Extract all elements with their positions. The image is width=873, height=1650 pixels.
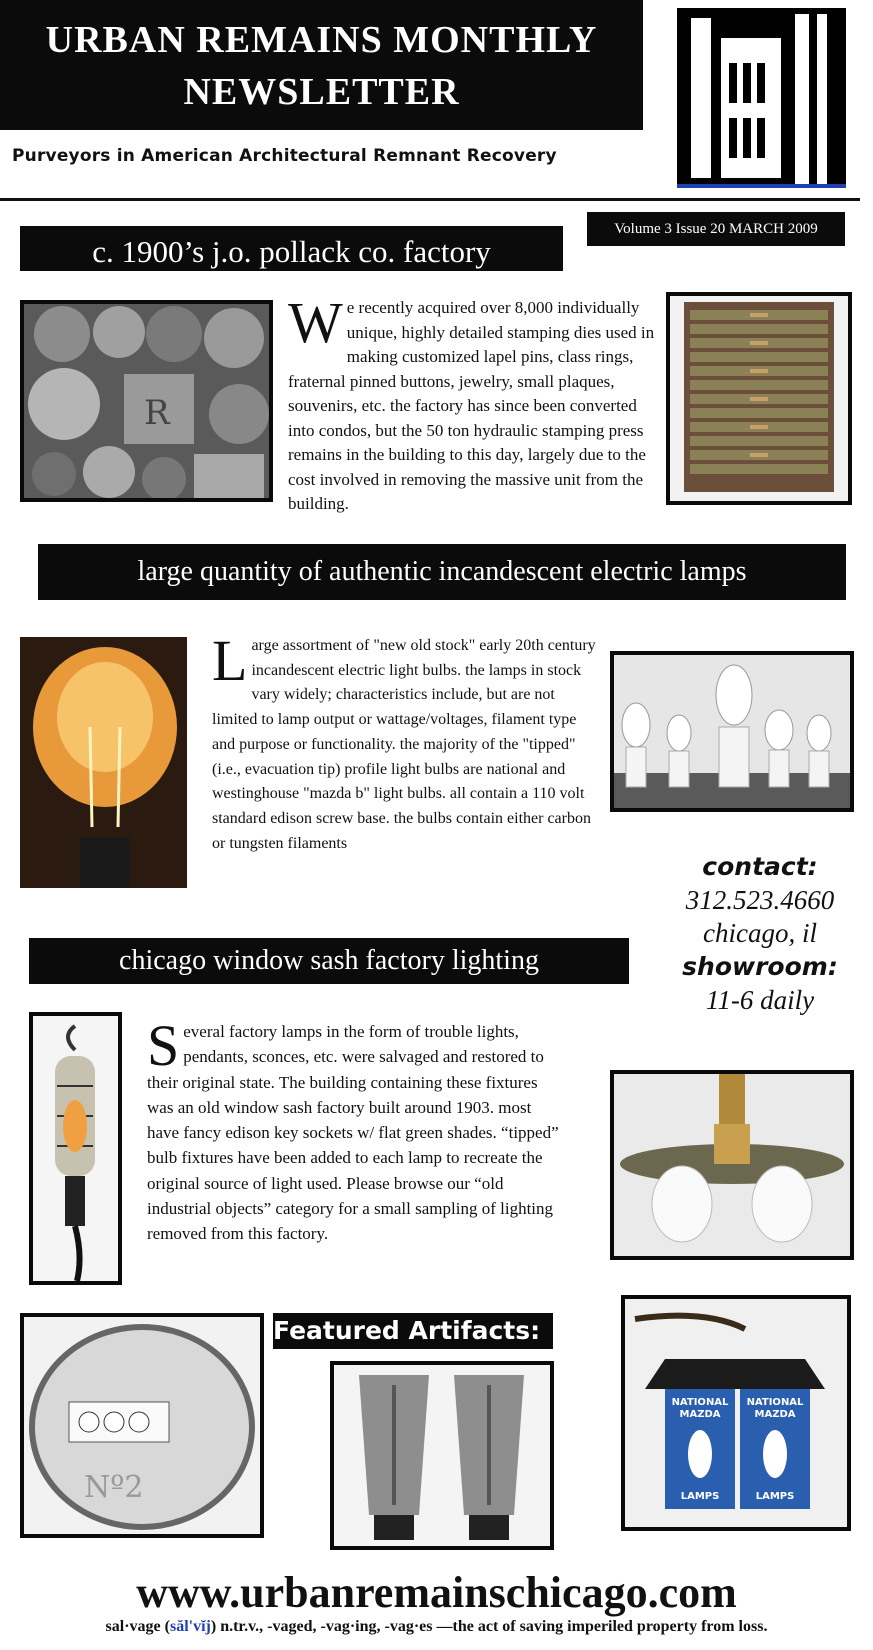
electric-meter-image <box>20 1313 264 1538</box>
issue-info: Volume 3 Issue 20 MARCH 2009 <box>587 212 845 246</box>
section-heading-sash: chicago window sash factory lighting <box>29 938 629 984</box>
website-url[interactable]: www.urbanremainschicago.com <box>136 1568 737 1617</box>
pronunciation: săl'vĭj <box>169 1618 211 1635</box>
contact-label: contact: <box>702 852 818 881</box>
dropcap-w: W <box>288 290 343 355</box>
featured-heading: Featured Artifacts: <box>273 1313 553 1349</box>
building-logo-image <box>677 8 846 188</box>
trouble-light-image <box>29 1012 122 1285</box>
newsletter-title: URBAN REMAINS MONTHLY NEWSLETTER <box>0 0 643 130</box>
pendant-light-image <box>610 1070 854 1260</box>
contact-city: chicago, il <box>703 918 817 948</box>
section-text-pollack: We recently acquired over 8,000 individually unique, highly detailed stamping dies used in making customized lapel pins, class rings, fraternal pinned buttons, jewelry, small plaques, souvenirs, etc. the factory has since been converted into condos, but the 50 ton hydraulic stamping press remains in the building to this day, largely due to the cost involved in removing the massive unit from the building. <box>288 290 655 513</box>
sign-line3-left: LAMPS <box>680 1491 720 1502</box>
section-heading-pollack: c. 1900’s j.o. pollack co. factory <box>20 226 563 271</box>
sign-line3-right: LAMPS <box>755 1491 795 1502</box>
svg-text:R: R <box>144 393 170 433</box>
section-heading-lamps: large quantity of authentic incandescent electric lamps <box>38 544 846 600</box>
sign-line2-left: MAZDA <box>679 1409 721 1420</box>
bulb-collection-image <box>610 651 854 812</box>
contact-phone: 312.523.4660 <box>685 885 835 915</box>
header-divider <box>0 198 860 201</box>
salvage-definition: sal·vage (săl'vĭj) n.tr.v., -vaged, -vag·ing, -vag·es —the act of saving imperiled property from loss. <box>105 1618 768 1635</box>
section-text-lamps: Large assortment of "new old stock" early 20th century incandescent electric light bulbs. the lamps in stock vary widely; characteristics include, but are not limited to lamp output or wattage/voltages, filament type and purpose or functionality. the majority of the "tipped" (i.e., evacuation tip) profile light bulbs are national and westinghouse "mazda b" light bulbs. all contain a 110 volt standard edison screw base. the bulbs contain either carbon or tungsten filaments <box>212 628 596 852</box>
dropcap-l: L <box>212 628 248 693</box>
national-mazda-lantern-image <box>621 1295 851 1531</box>
sign-line1-left: NATIONAL <box>671 1397 729 1408</box>
section-text-sash: Several factory lamps in the form of trouble lights, pendants, sconces, etc. were salvaged and restored to their original state. The building containing these fixtures was an old window sash factory built around 1903. most have fancy edison key sockets w/ flat green shades. “tipped” bulb fixtures have been added to each lamp to recreate the original source of light used. Please browse our “old industrial objects” category for a small sampling of lighting removed from this factory. <box>147 1013 559 1244</box>
sign-line2-right: MAZDA <box>754 1409 796 1420</box>
showroom-hours: 11-6 daily <box>705 985 815 1015</box>
sign-line1-right: NATIONAL <box>746 1397 804 1408</box>
tagline: Purveyors in American Architectural Remnant Recovery <box>12 146 557 166</box>
glowing-bulb-image <box>20 637 187 888</box>
stamping-dies-image <box>20 300 273 502</box>
contact-block <box>660 850 860 1017</box>
meter-number-text: Nº2 <box>84 1470 144 1505</box>
showroom-label: showroom: <box>682 952 838 981</box>
art-deco-sconces-image <box>330 1361 554 1550</box>
flat-file-cabinet-image <box>666 292 852 505</box>
dropcap-s: S <box>147 1013 180 1078</box>
